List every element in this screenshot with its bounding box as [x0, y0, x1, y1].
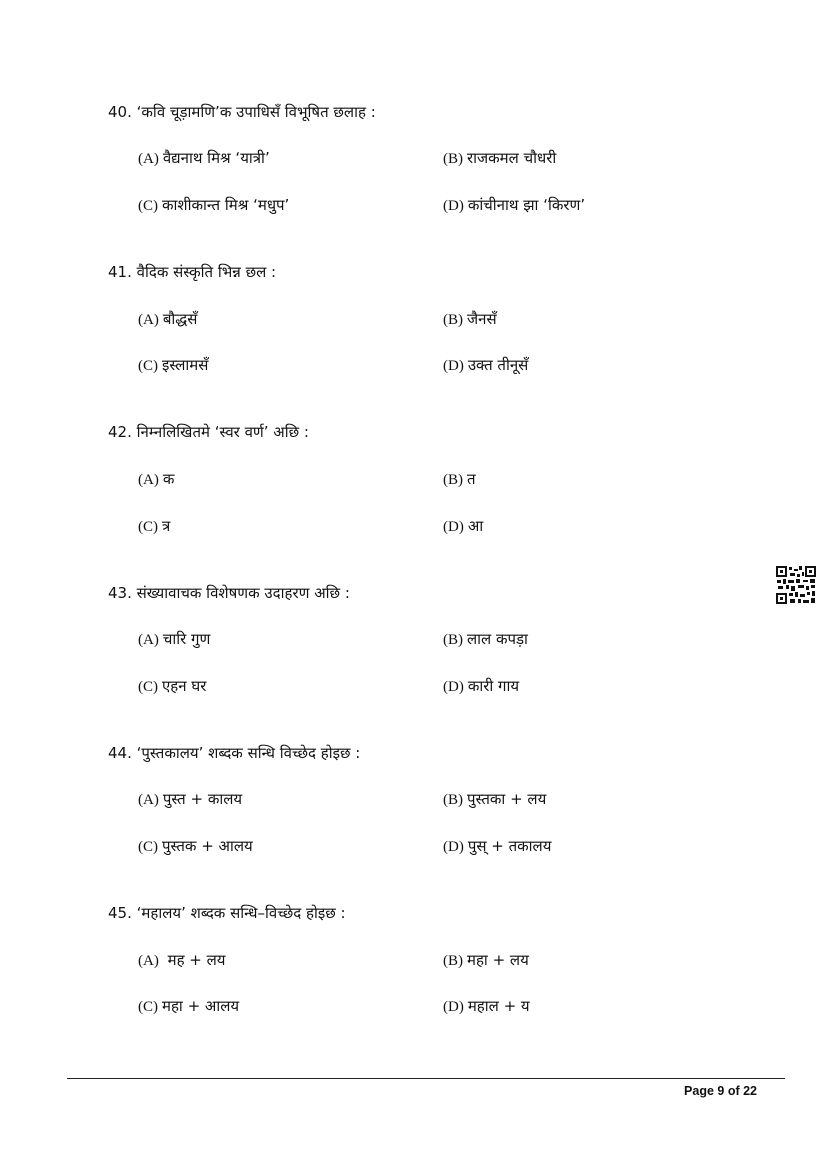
option-41-a [138, 309, 197, 329]
option-label: (B) [443, 312, 463, 328]
question-number: 42. [108, 423, 132, 441]
option-text: त [467, 470, 476, 488]
option-label: (A) [138, 792, 159, 808]
question-40 [108, 102, 376, 122]
option-label: (C) [138, 358, 158, 374]
option-text: कारी गाय [467, 677, 520, 695]
option-label: (D) [443, 198, 464, 214]
option-text: मह + लय [162, 951, 226, 969]
option-label: (A) [138, 953, 159, 969]
option-40-c [138, 195, 289, 215]
question-43 [108, 583, 350, 603]
option-label: (B) [443, 792, 463, 808]
option-label: (D) [443, 839, 464, 855]
question-number: 41. [108, 263, 132, 281]
option-44-d [443, 836, 551, 856]
option-43-b [443, 629, 528, 649]
option-text: इस्लामसँ [162, 356, 209, 374]
option-label: (D) [443, 519, 464, 535]
option-text: कांचीनाथ झा ‘किरण’ [467, 196, 586, 214]
option-label: (C) [138, 198, 158, 214]
option-text: लाल कपड़ा [467, 630, 528, 648]
question-number: 44. [108, 744, 132, 762]
option-label: (D) [443, 999, 464, 1015]
option-text: बौद्धसँ [162, 310, 198, 328]
option-text: महा + आलय [162, 997, 240, 1015]
question-text: ‘पुस्तकालय’ शब्दक सन्धि विच्छेद होइछ : [136, 744, 361, 762]
question-text: ‘महालय’ शब्दक सन्धि–विच्छेद होइछ : [136, 904, 346, 922]
question-44 [108, 743, 360, 763]
question-42 [108, 422, 309, 442]
option-text: पुस्तक + आलय [162, 837, 253, 855]
option-text: उक्त तीनूसँ [467, 356, 529, 374]
option-45-a [138, 950, 226, 970]
page-current: 9 [717, 1084, 725, 1098]
option-text: पुस् + तकालय [467, 837, 552, 855]
option-45-d [443, 996, 530, 1016]
option-41-c [138, 355, 208, 375]
option-text: महाल + य [467, 997, 530, 1015]
option-label: (B) [443, 632, 463, 648]
option-40-d [443, 195, 585, 215]
option-43-a [138, 629, 210, 649]
option-text: क [162, 470, 175, 488]
qr-code-icon [776, 566, 816, 604]
question-text: वैदिक संस्कृति भिन्न छल : [136, 263, 277, 281]
option-text: महा + लय [467, 951, 529, 969]
footer-divider [67, 1078, 785, 1079]
option-41-d [443, 355, 528, 375]
option-43-d [443, 676, 519, 696]
question-number: 40. [108, 103, 132, 121]
option-40-b [443, 148, 556, 168]
question-number: 45. [108, 904, 132, 922]
option-label: (C) [138, 839, 158, 855]
page-total: 22 [743, 1084, 757, 1098]
option-label: (A) [138, 472, 159, 488]
option-40-a [138, 148, 270, 168]
option-45-b [443, 950, 529, 970]
option-45-c [138, 996, 239, 1016]
option-44-b [443, 789, 546, 809]
option-text: आ [467, 517, 484, 535]
option-label: (A) [138, 151, 159, 167]
question-45 [108, 903, 346, 923]
page-number [684, 1084, 757, 1098]
option-42-a [138, 469, 174, 489]
option-label: (B) [443, 151, 463, 167]
option-label: (C) [138, 679, 158, 695]
option-label: (B) [443, 472, 463, 488]
question-41 [108, 262, 276, 282]
option-label: (D) [443, 358, 464, 374]
option-44-a [138, 789, 242, 809]
page-middle: of [724, 1084, 744, 1098]
option-text: एहन घर [162, 677, 207, 695]
question-number: 43. [108, 584, 132, 602]
option-label: (C) [138, 519, 158, 535]
question-text: ‘कवि चूड़ामणि’क उपाधिसँ विभूषित छलाह : [136, 103, 376, 121]
question-text: संख्यावाचक विशेषणक उदाहरण अछि : [136, 584, 350, 602]
option-text: चारि गुण [162, 630, 211, 648]
question-text: निम्नलिखितमे ‘स्वर वर्ण’ अछि : [136, 423, 309, 441]
option-42-c [138, 516, 170, 536]
option-label: (C) [138, 999, 158, 1015]
option-text: पुस्तका + लय [467, 790, 547, 808]
option-label: (B) [443, 953, 463, 969]
option-text: त्र [162, 517, 171, 535]
option-42-d [443, 516, 483, 536]
option-label: (A) [138, 632, 159, 648]
option-text: जैनसँ [467, 310, 497, 328]
page-prefix: Page [684, 1084, 718, 1098]
option-label: (A) [138, 312, 159, 328]
option-text: राजकमल चौधरी [467, 149, 557, 167]
option-43-c [138, 676, 206, 696]
option-42-b [443, 469, 476, 489]
option-text: पुस्त + कालय [162, 790, 243, 808]
option-41-b [443, 309, 497, 329]
option-text: वैद्यनाथ मिश्र ‘यात्री’ [162, 149, 270, 167]
option-text: काशीकान्त मिश्र ‘मधुप’ [162, 196, 290, 214]
option-label: (D) [443, 679, 464, 695]
option-44-c [138, 836, 253, 856]
